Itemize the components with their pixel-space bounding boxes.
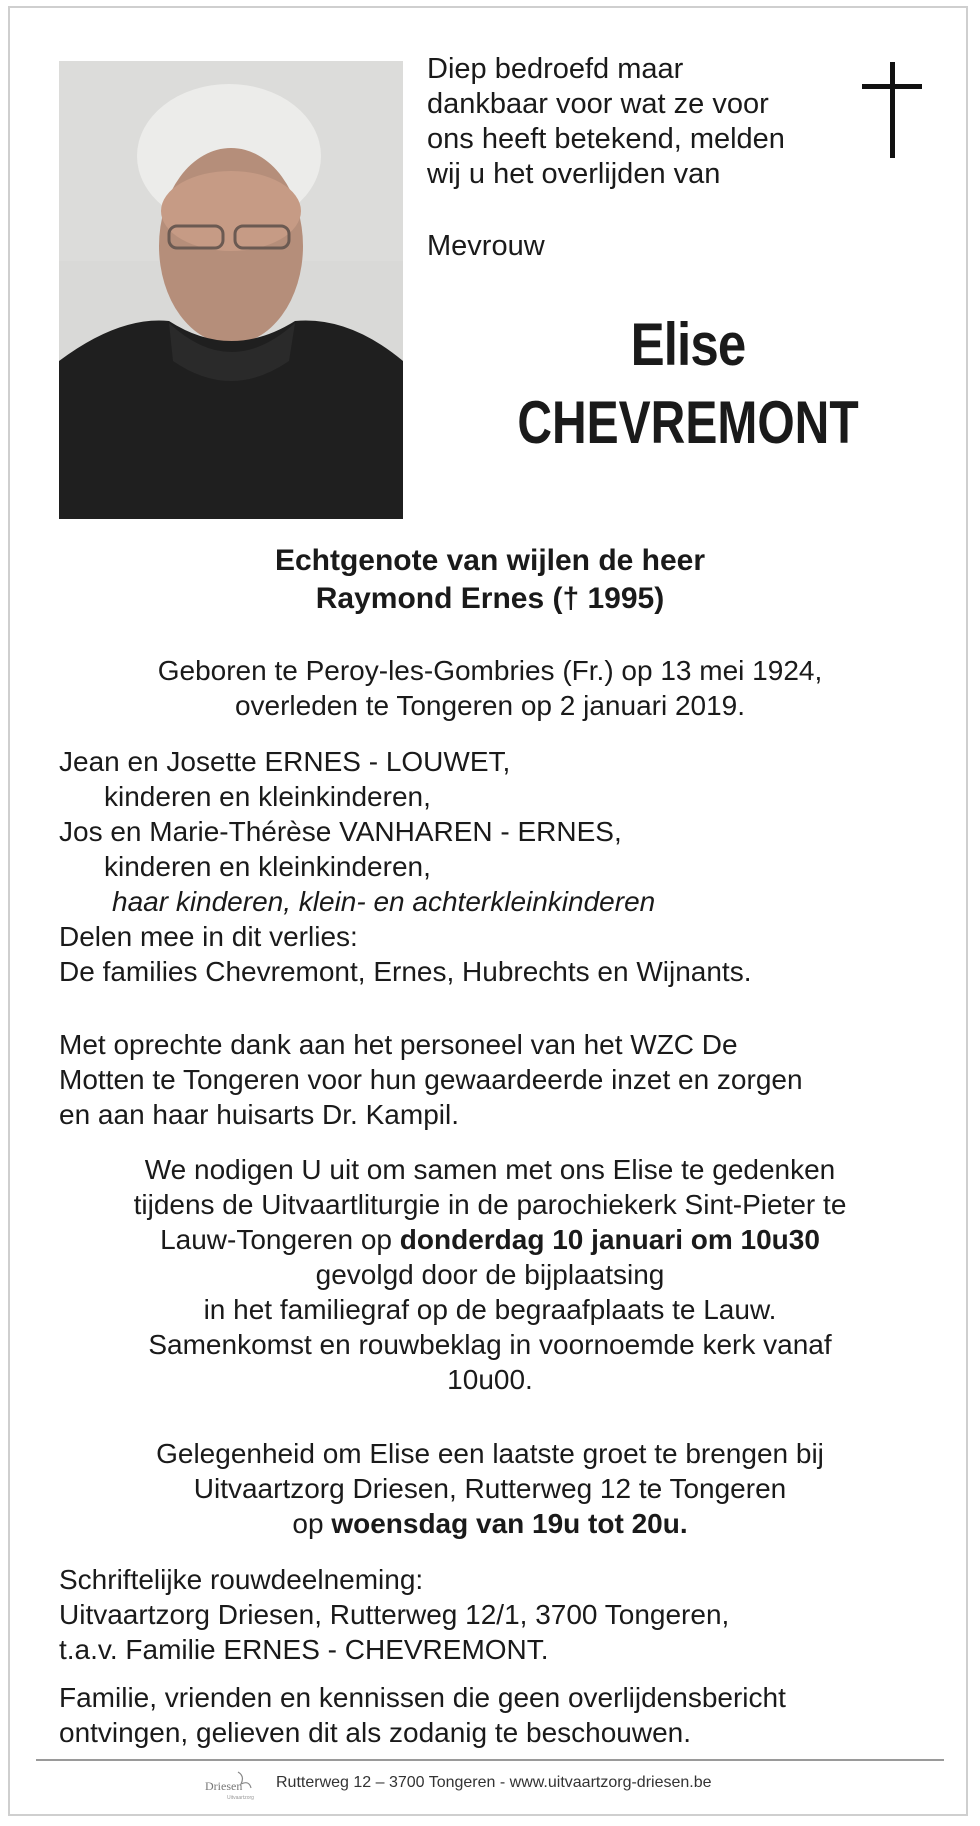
service-line — [59, 1222, 921, 1257]
condolence-line: Schriftelijke rouwdeelneming: — [59, 1564, 424, 1595]
visitation-info — [59, 1436, 921, 1541]
family-line: kinderen en kleinkinderen, — [104, 781, 431, 812]
birth-death — [59, 653, 921, 723]
family-line: Jos en Marie-Thérèse VANHAREN - ERNES, — [59, 816, 622, 847]
intro-line: Diep bedroefd maar — [427, 53, 684, 85]
service-line-prefix: Lauw-Tongeren op — [160, 1224, 400, 1255]
service-date: donderdag 10 januari om 10u30 — [399, 1224, 820, 1255]
family-line: Delen mee in dit verlies: — [59, 921, 358, 952]
visitation-line: Uitvaartzorg Driesen, Rutterweg 12 te Tongeren — [193, 1473, 787, 1504]
condolence-info — [59, 1562, 959, 1667]
thanks-text — [59, 1027, 959, 1132]
portrait-photo — [59, 61, 403, 519]
birth-line: Geboren te Peroy-les-Gombries (Fr.) op 13 mei 1924, — [157, 655, 823, 686]
thanks-line: en aan haar huisarts Dr. Kampil. — [59, 1099, 459, 1130]
condolence-line: t.a.v. Familie ERNES - CHEVREMONT. — [59, 1634, 549, 1665]
condolence-line: Uitvaartzorg Driesen, Rutterweg 12/1, 3700 Tongeren, — [59, 1599, 730, 1630]
closing-text — [59, 1680, 959, 1750]
service-line: gevolgd door de bijplaatsing — [315, 1259, 665, 1290]
family-line: De families Chevremont, Ernes, Hubrechts en Wijnants. — [59, 956, 752, 987]
family-line: haar kinderen, klein- en achterkleinkinderen — [112, 886, 656, 917]
family-line: Jean en Josette ERNES - LOUWET, — [59, 746, 511, 777]
intro-line: dankbaar voor wat ze voor — [427, 88, 769, 120]
service-line: in het familiegraf op de begraafplaats te Lauw. — [203, 1294, 777, 1325]
footer-address: Rutterweg 12 – 3700 Tongeren - www.uitvaartzorg-driesen.be — [276, 1774, 712, 1791]
logo-text: Driesen — [205, 1779, 243, 1793]
last-name: CHEVREMONT — [517, 389, 859, 456]
visitation-line-prefix: op — [292, 1508, 332, 1539]
first-name: Elise — [630, 311, 746, 378]
funeral-home-logo — [205, 1768, 257, 1802]
service-line: Samenkomst en rouwbeklag in voornoemde kerk vanaf — [148, 1329, 832, 1360]
family-line: kinderen en kleinkinderen, — [104, 851, 431, 882]
intro-text — [427, 52, 785, 192]
intro-line: wij u het overlijden van — [427, 158, 721, 190]
visitation-line: Gelegenheid om Elise een laatste groet te brengen bij — [156, 1438, 824, 1469]
family-list — [59, 744, 959, 989]
service-info — [59, 1152, 921, 1397]
title-prefix: Mevrouw — [427, 230, 545, 262]
visitation-line — [59, 1506, 921, 1541]
intro-line: ons heeft betekend, melden — [427, 123, 785, 155]
thanks-line: Met oprechte dank aan het personeel van het WZC De — [59, 1029, 738, 1060]
spouse-info — [59, 542, 921, 618]
spouse-line: Raymond Ernes († 1995) — [315, 582, 665, 615]
logo-subtext: Uitvaartzorg — [227, 1795, 254, 1801]
cross-icon — [862, 62, 922, 158]
closing-line: ontvingen, gelieven dit als zodanig te beschouwen. — [59, 1717, 691, 1748]
spouse-line: Echtgenote van wijlen de heer — [274, 544, 706, 577]
footer-divider — [36, 1759, 944, 1761]
closing-line: Familie, vrienden en kennissen die geen overlijdensbericht — [59, 1682, 786, 1713]
thanks-line: Motten te Tongeren voor hun gewaardeerde inzet en zorgen — [59, 1064, 803, 1095]
visitation-time: woensdag van 19u tot 20u. — [331, 1508, 688, 1539]
service-line: 10u00. — [447, 1364, 533, 1395]
service-line: We nodigen U uit om samen met ons Elise te gedenken — [144, 1154, 836, 1185]
death-line: overleden te Tongeren op 2 januari 2019. — [234, 690, 746, 721]
service-line: tijdens de Uitvaartliturgie in de parochiekerk Sint-Pieter te — [133, 1189, 847, 1220]
